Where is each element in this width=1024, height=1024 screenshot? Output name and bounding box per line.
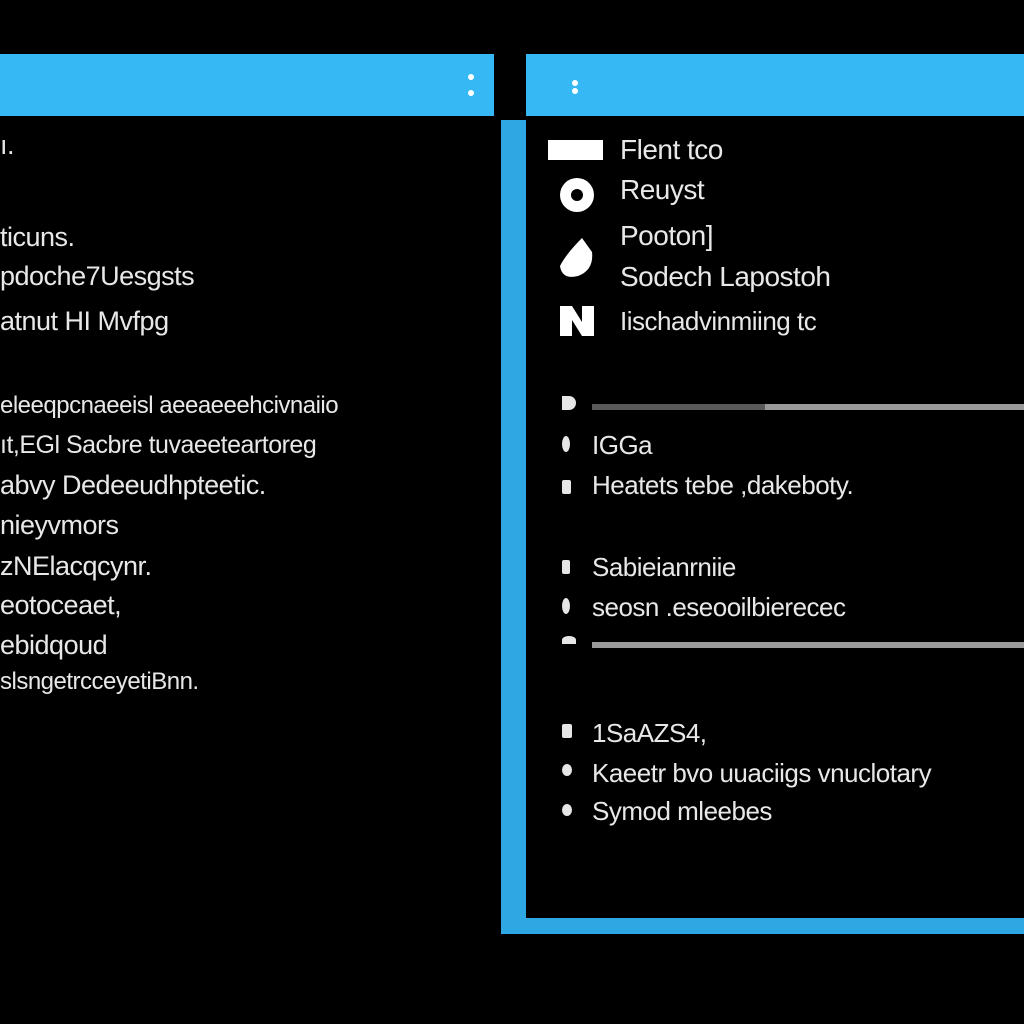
left-window-titlebar[interactable] bbox=[0, 54, 494, 116]
left-text-line: pdoche7Uesgsts bbox=[0, 261, 195, 291]
list-item-label[interactable]: Pooton] bbox=[620, 220, 714, 251]
bullet-icon bbox=[562, 560, 570, 574]
list-item-label[interactable]: Sodech Lapostoh bbox=[620, 261, 831, 292]
list-item-label[interactable]: Iischadvinmiing tc bbox=[620, 306, 817, 336]
bullet-icon bbox=[562, 764, 572, 776]
left-text-line: ebidqoud bbox=[0, 630, 108, 660]
slider-1-fill bbox=[592, 404, 765, 410]
bullet-icon bbox=[562, 480, 571, 494]
right-window-titlebar[interactable] bbox=[526, 54, 1024, 116]
list-item-label[interactable]: Reuyst bbox=[620, 174, 705, 205]
section-4-item[interactable]: Symod mleebes bbox=[592, 796, 772, 826]
bullet-icon bbox=[562, 436, 570, 452]
bullet-icon bbox=[562, 804, 572, 816]
left-text-line: ı. bbox=[0, 130, 15, 160]
n-block-icon bbox=[560, 306, 594, 336]
section-4-item[interactable]: 1SaAZS4, bbox=[592, 718, 707, 748]
left-text-line: eleeqpcnaeeisl aeeaeeehcivnaiio bbox=[0, 392, 339, 419]
left-text-line: eotoceaet, bbox=[0, 590, 122, 620]
left-window-menu-button[interactable] bbox=[466, 74, 476, 96]
bullet-icon bbox=[562, 724, 572, 738]
left-text-line: atnut HI Mvfpg bbox=[0, 306, 169, 336]
left-text-line: ticuns. bbox=[0, 222, 75, 252]
slider-1[interactable] bbox=[592, 404, 1024, 410]
left-text-line: slsngetrcceyetiBnn. bbox=[0, 668, 199, 695]
section-2-item[interactable]: Heatets tebe ,dakeboty. bbox=[592, 470, 854, 500]
circle-icon bbox=[560, 178, 594, 212]
section-3-item[interactable]: seosn .eseooilbierecec bbox=[592, 592, 846, 622]
section-4-item[interactable]: Kaeetr bvo uuaciigs vnuclotary bbox=[592, 758, 932, 788]
diamond-icon bbox=[556, 256, 576, 276]
left-text-line: abvy Dedeeudhpteetic. bbox=[0, 470, 266, 500]
slider-2[interactable] bbox=[592, 642, 1024, 648]
rectangle-icon bbox=[548, 140, 603, 160]
section-2-item[interactable]: IGGa bbox=[592, 430, 653, 460]
left-text-line: ıt,EGl Sacbre tuvaeeteartoreg bbox=[0, 431, 317, 459]
right-window-menu-button[interactable] bbox=[570, 80, 580, 94]
slider-knob-icon bbox=[562, 636, 576, 644]
section-3-item[interactable]: Sabieianrniie bbox=[592, 552, 736, 582]
left-text-line: zNElacqcynr. bbox=[0, 551, 152, 581]
slider-knob-icon bbox=[562, 396, 576, 410]
bullet-icon bbox=[562, 598, 570, 614]
left-text-line: nieyvmors bbox=[0, 510, 119, 540]
list-item-label[interactable]: Flent tco bbox=[620, 134, 723, 165]
